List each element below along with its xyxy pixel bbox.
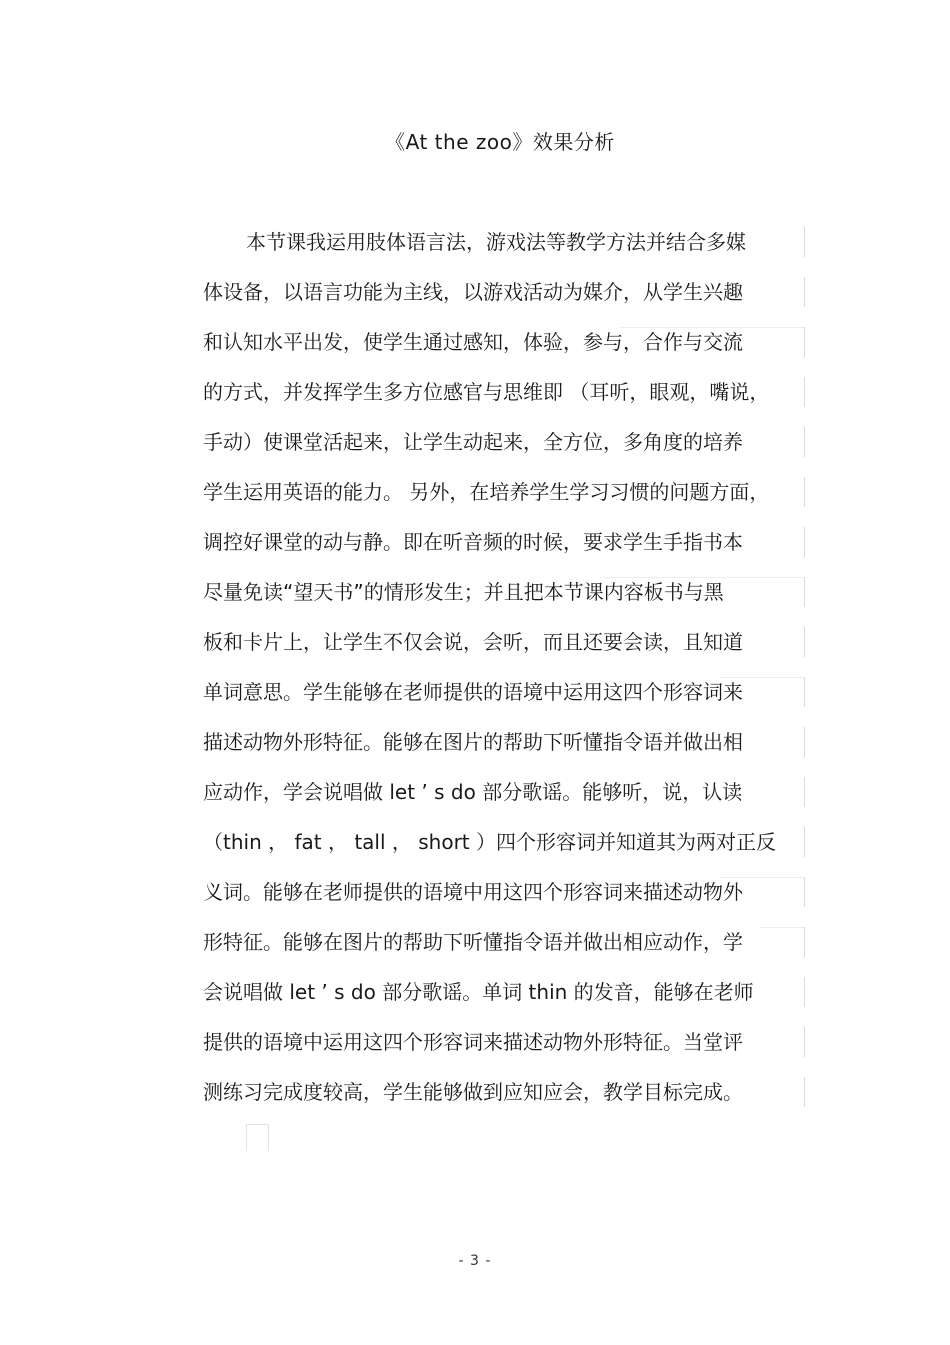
frame-rule [804, 827, 805, 857]
frame-rule [720, 877, 804, 878]
paragraph-line-17: 提供的语境中运用这四个形容词来描述动物外形特征。当堂评 [203, 1030, 743, 1054]
paragraph-line-1: 本节课我运用肢体语言法，游戏法等教学方法并结合多媒 [246, 230, 746, 254]
frame-rule [804, 727, 805, 757]
paragraph-line-14: 义词。能够在老师提供的语境中用这四个形容词来描述动物外 [203, 880, 743, 904]
paragraph-line-10: 单词意思。学生能够在老师提供的语境中运用这四个形容词来 [203, 680, 743, 704]
paragraph-line-3: 和认知水平出发，使学生通过感知，体验，参与，合作与交流 [203, 330, 743, 354]
frame-rule [804, 377, 805, 407]
frame-rule [804, 927, 805, 957]
paragraph-line-16: 会说唱做 let ’ s do 部分歌谣。单词 thin 的发音，能够在老师 [203, 980, 754, 1004]
paragraph-line-5: 手动）使课堂活起来，让学生动起来，全方位，多角度的培养 [203, 430, 743, 454]
frame-rule [804, 777, 805, 807]
frame-rule [804, 427, 805, 457]
paragraph-line-2: 体设备，以语言功能为主线，以游戏活动为媒介，从学生兴趣 [203, 280, 743, 304]
paragraph-line-9: 板和卡片上，让学生不仅会说，会听，而且还要会读，且知道 [203, 630, 743, 654]
frame-rule [760, 927, 804, 928]
frame-rule [804, 1077, 805, 1107]
frame-rule [804, 1027, 805, 1057]
frame-rule [804, 227, 805, 257]
frame-rule [720, 677, 804, 678]
frame-rule [600, 577, 804, 578]
frame-rule [804, 627, 805, 657]
paragraph-line-7: 调控好课堂的动与静。即在听音频的时候，要求学生手指书本 [203, 530, 743, 554]
document-title: 《At the zoo》效果分析 [385, 130, 615, 154]
paragraph-line-4: 的方式，并发挥学生多方位感官与思维即 （耳听，眼观，嘴说， [203, 380, 770, 404]
frame-rule [804, 527, 805, 557]
frame-rule [620, 327, 804, 328]
paragraph-line-11: 描述动物外形特征。能够在图片的帮助下听懂指令语并做出相 [203, 730, 743, 754]
frame-rule [804, 327, 805, 357]
frame-rule [804, 977, 805, 1007]
frame-rule [804, 477, 805, 507]
frame-rule [804, 877, 805, 907]
paragraph-line-15: 形特征。能够在图片的帮助下听懂指令语并做出相应动作，学 [203, 930, 743, 954]
page-number: - 3 - [458, 1253, 492, 1269]
paragraph-line-12: 应动作，学会说唱做 let ’ s do 部分歌谣。能够听，说，认读 [203, 780, 743, 804]
paragraph-line-8: 尽量免读“望天书”的情形发生；并且把本节课内容板书与黑 [203, 580, 724, 604]
frame-rule [804, 577, 805, 607]
frame-rule [804, 677, 805, 707]
frame-rule [804, 277, 805, 307]
paragraph-line-18: 测练习完成度较高，学生能够做到应知应会，教学目标完成。 [203, 1080, 743, 1104]
paragraph-line-6: 学生运用英语的能力。 另外，在培养学生学习习惯的问题方面， [203, 480, 770, 504]
empty-paragraph-marker [246, 1124, 269, 1151]
paragraph-line-13: （thin ， fat ， tall ， short ）四个形容词并知道其为两对正反 [203, 830, 776, 854]
